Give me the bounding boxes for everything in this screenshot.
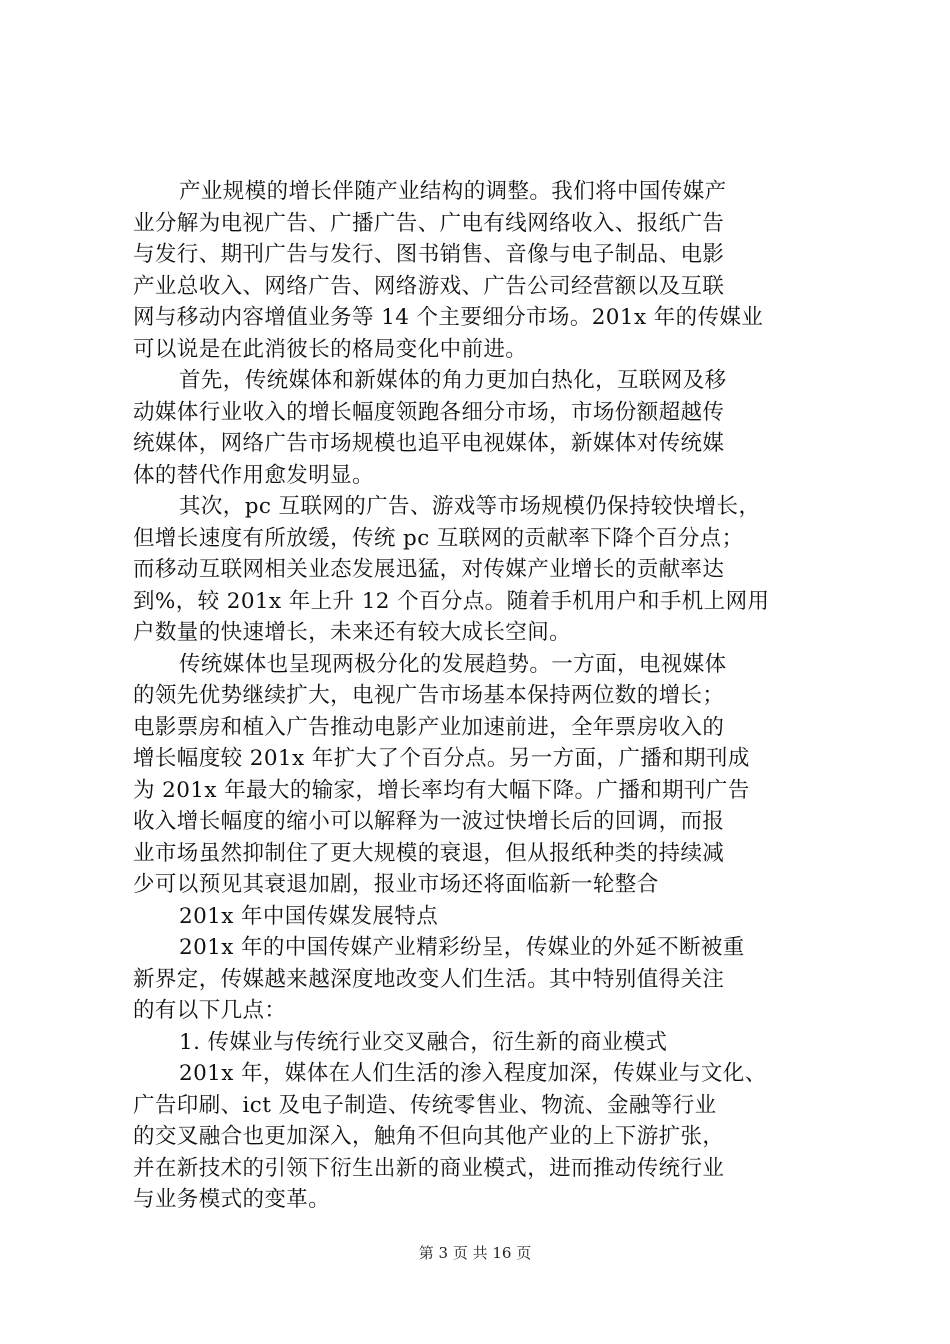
text-line: 的领先优势继续扩大，电视广告市场基本保持两位数的增长； bbox=[133, 683, 725, 708]
text-line: 动媒体行业收入的增长幅度领跑各细分市场，市场份额超越传 bbox=[133, 399, 725, 425]
text-line: 201x 年的中国传媒产业精彩纷呈，传媒业的外延不断被重 bbox=[179, 935, 745, 960]
text-line: 与业务模式的变革。 bbox=[133, 1187, 331, 1212]
text-line: 可以说是在此消彼长的格局变化中前进。 bbox=[133, 336, 528, 362]
text-line: 到%，较 201x 年上升 12 个百分点。随着手机用户和手机上网用 bbox=[133, 588, 770, 614]
text-line: 收入增长幅度的缩小可以解释为一波过快增长后的回调，而报 bbox=[133, 809, 725, 834]
text-line: 统媒体，网络广告市场规模也追平电视媒体，新媒体对传统媒 bbox=[133, 431, 725, 456]
text-line: 的有以下几点： bbox=[133, 998, 287, 1023]
text-line: 201x 年，媒体在人们生活的渗入程度加深，传媒业与文化、 bbox=[179, 1061, 767, 1086]
text-line: 传统媒体也呈现两极分化的发展趋势。一方面，电视媒体 bbox=[179, 651, 727, 677]
text-line: 1. 传媒业与传统行业交叉融合，衍生新的商业模式 bbox=[179, 1029, 668, 1055]
text-line: 少可以预见其衰退加剧，报业市场还将面临新一轮整合 bbox=[133, 872, 659, 897]
text-line: 而移动互联网相关业态发展迅猛，对传媒产业增长的贡献率达 bbox=[133, 557, 725, 582]
text-line: 与发行、期刊广告与发行、图书销售、音像与电子制品、电影 bbox=[133, 242, 725, 267]
text-line: 201x 年中国传媒发展特点 bbox=[179, 903, 439, 929]
text-line: 业市场虽然抑制住了更大规模的衰退，但从报纸种类的持续减 bbox=[133, 840, 725, 866]
text-line: 为 201x 年最大的输家，增长率均有大幅下降。广播和期刊广告 bbox=[133, 777, 750, 803]
text-line: 体的替代作用愈发明显。 bbox=[133, 462, 374, 488]
text-line: 并在新技术的引领下衍生出新的商业模式，进而推动传统行业 bbox=[133, 1155, 725, 1181]
text-line: 增长幅度较 201x 年扩大了个百分点。另一方面，广播和期刊成 bbox=[133, 746, 750, 771]
text-line: 户数量的快速增长，未来还有较大成长空间。 bbox=[133, 620, 572, 645]
page-number: 第 3 页 共 16 页 bbox=[418, 1244, 532, 1262]
text-line: 的交叉融合也更加深入，触角不但向其他产业的上下游扩张， bbox=[133, 1124, 725, 1149]
text-line: 网与移动内容增值业务等 14 个主要细分市场。201x 年的传媒业 bbox=[133, 305, 764, 330]
text-line: 广告印刷、ict 及电子制造、传统零售业、物流、金融等行业 bbox=[133, 1092, 717, 1118]
text-line: 但增长速度有所放缓，传统 pc 互联网的贡献率下降个百分点； bbox=[133, 525, 744, 551]
text-line: 业分解为电视广告、广播广告、广电有线网络收入、报纸广告 bbox=[133, 210, 725, 236]
text-line: 产业总收入、网络广告、网络游戏、广告公司经营额以及互联 bbox=[133, 273, 725, 299]
document-body bbox=[133, 176, 823, 1216]
text-line: 新界定，传媒越来越深度地改变人们生活。其中特别值得关注 bbox=[133, 966, 725, 992]
text-line: 其次，pc 互联网的广告、游戏等市场规模仍保持较快增长， bbox=[179, 494, 761, 519]
text-line: 首先，传统媒体和新媒体的角力更加白热化，互联网及移 bbox=[179, 368, 727, 393]
text-line: 产业规模的增长伴随产业结构的调整。我们将中国传媒产 bbox=[179, 179, 727, 204]
text-line: 电影票房和植入广告推动电影产业加速前进，全年票房收入的 bbox=[133, 714, 725, 740]
